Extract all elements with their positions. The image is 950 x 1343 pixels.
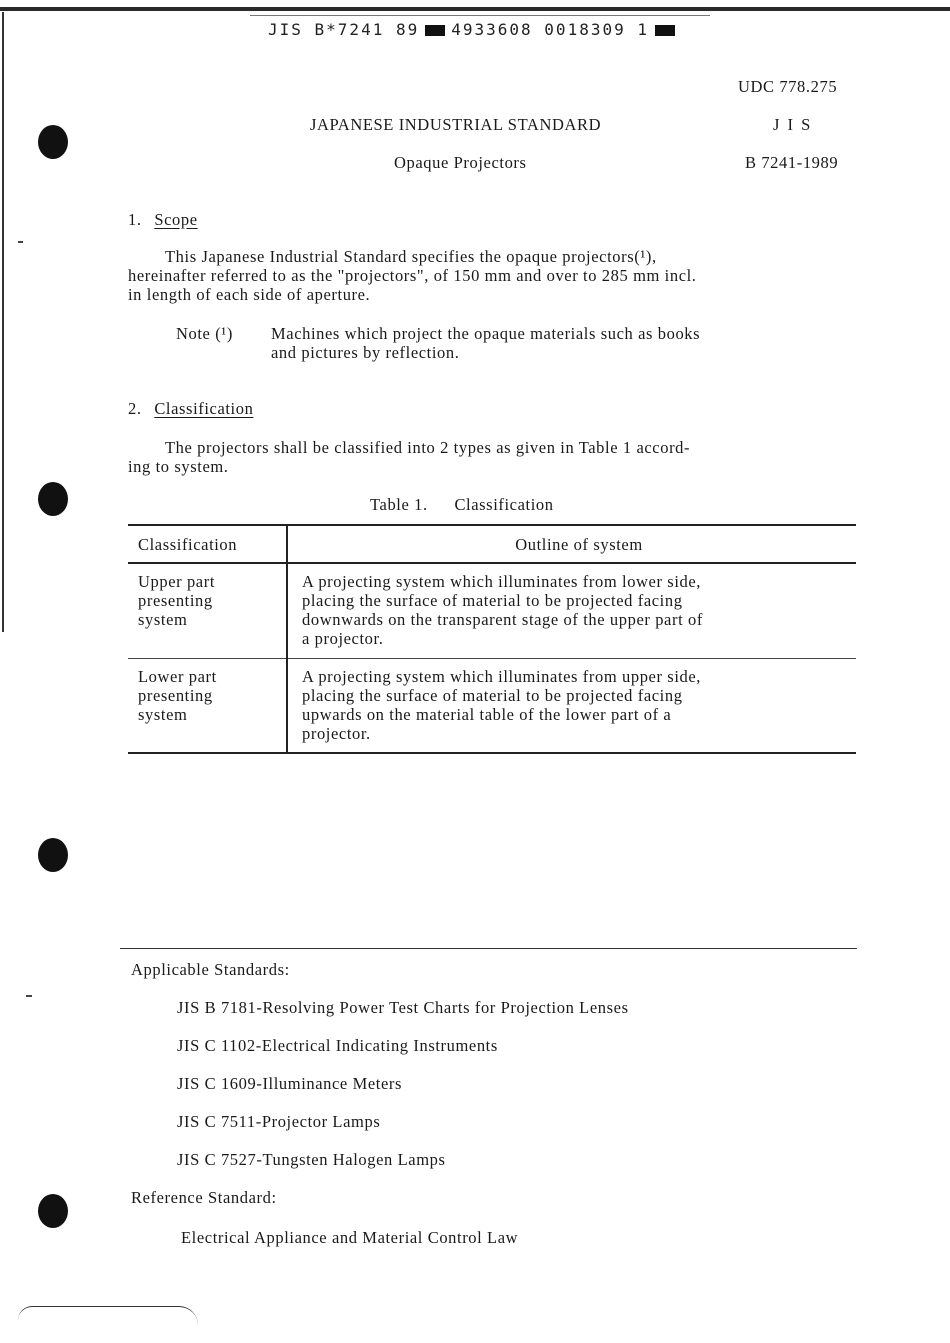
cell-line: upwards on the material table of the lower part of a [302, 704, 672, 724]
classification-cell [128, 563, 287, 658]
cell-line: a projector. [302, 629, 384, 648]
section-2-heading [128, 399, 253, 419]
scan-speck [26, 995, 32, 997]
cell-line: A projecting system which illuminates from lower side, [302, 572, 702, 591]
outline-cell [287, 563, 856, 658]
section-1-heading [128, 210, 198, 230]
cell-line: placing the surface of material to be projected facing [302, 685, 683, 705]
applicable-standard-item: JIS C 1609-Illuminance Meters [177, 1074, 402, 1093]
document-title: Opaque Projectors [394, 153, 527, 172]
header-code-part2: 4933608 0018309 1 [451, 20, 649, 39]
redaction-block [655, 25, 675, 36]
section-number: 2. [128, 399, 142, 418]
cell-line: downwards on the transparent stage of the upper part of [302, 610, 703, 629]
standard-title: JAPANESE INDUSTRIAL STANDARD [310, 115, 602, 134]
punch-hole-3 [38, 838, 68, 872]
classification-cell [128, 658, 287, 753]
punch-hole-4 [38, 1194, 68, 1228]
table-header-row [128, 525, 856, 563]
left-scan-edge [2, 12, 4, 632]
paragraph-line: ing to system. [128, 457, 229, 476]
paragraph-line: hereinafter referred to as the "projectors", of 150 mm and over to 285 mm incl. [128, 266, 697, 285]
cell-line: presenting [138, 591, 213, 610]
paragraph-line: The projectors shall be classified into 2 types as given in Table 1 accord- [165, 438, 691, 457]
jis-mark: J I S [773, 115, 813, 134]
cell-line: system [138, 610, 188, 629]
note-label: Note (¹) [176, 324, 233, 343]
cell-line: placing the surface of material to be projected facing [302, 591, 683, 610]
top-scan-line [250, 15, 710, 16]
cell-line: Upper part [138, 572, 216, 591]
note-text [271, 324, 700, 362]
punch-hole-1 [38, 125, 68, 159]
redaction-block [425, 25, 445, 36]
classification-paragraph [128, 438, 690, 476]
punch-hole-2 [38, 482, 68, 516]
cell-line: projector. [302, 723, 371, 743]
paragraph-line: This Japanese Industrial Standard specifies the opaque projectors(¹), [165, 247, 657, 266]
applicable-standard-item: JIS C 7511-Projector Lamps [177, 1112, 381, 1131]
applicable-standard-item: JIS B 7181-Resolving Power Test Charts for Projection Lenses [177, 998, 629, 1017]
section-number: 1. [128, 210, 142, 229]
classification-table [128, 524, 856, 754]
scan-header-code [268, 20, 681, 39]
reference-standard-item: Electrical Appliance and Material Control Law [181, 1228, 519, 1247]
cell-line: presenting [138, 685, 213, 705]
table-caption-title: Classification [454, 495, 554, 514]
table-row [128, 658, 856, 753]
cell-line: system [138, 704, 188, 724]
column-header-classification: Classification [128, 525, 287, 563]
table-row [128, 563, 856, 658]
reference-standard-heading: Reference Standard: [131, 1188, 277, 1207]
cell-line: Lower part [138, 666, 217, 686]
section-title: Classification [154, 399, 254, 418]
table-caption [370, 495, 554, 515]
note-line: and pictures by reflection. [271, 343, 460, 362]
paragraph-line: in length of each side of aperture. [128, 285, 371, 304]
applicable-standard-item: JIS C 1102-Electrical Indicating Instruments [177, 1036, 498, 1055]
document-number: B 7241-1989 [745, 153, 839, 172]
page-curl-mark [18, 1306, 198, 1325]
outline-cell [287, 658, 856, 753]
cell-line: A projecting system which illuminates from upper side, [302, 666, 702, 686]
applicable-standard-item: JIS C 7527-Tungsten Halogen Lamps [177, 1150, 446, 1169]
top-scan-border [0, 7, 950, 11]
scan-speck [18, 241, 23, 243]
header-code-part1: JIS B*7241 89 [268, 20, 420, 39]
table-caption-number: Table 1. [370, 495, 428, 514]
note-line: Machines which project the opaque materials such as books [271, 324, 701, 343]
section-title: Scope [154, 210, 198, 229]
applicable-standards-heading: Applicable Standards: [131, 960, 290, 979]
scope-paragraph [128, 247, 697, 304]
column-header-outline: Outline of system [515, 534, 643, 554]
udc-number: UDC 778.275 [738, 77, 838, 96]
footnote-divider [120, 948, 857, 949]
